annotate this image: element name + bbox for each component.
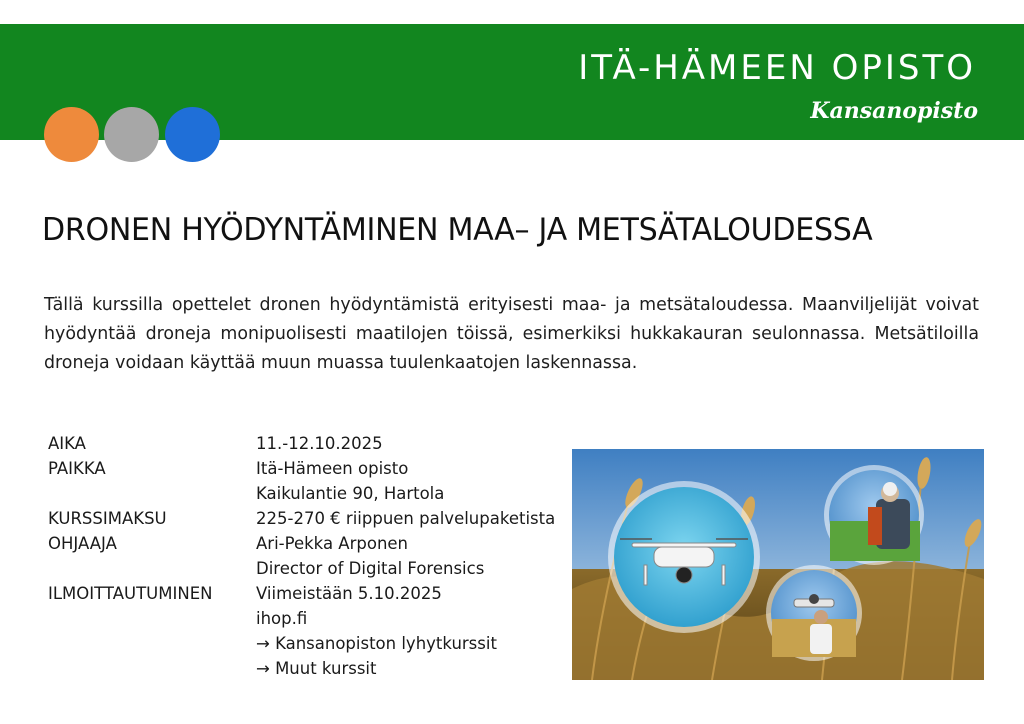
- detail-label: AIKA: [48, 434, 86, 453]
- detail-value: 11.-12.10.2025: [256, 434, 383, 453]
- detail-value: Viimeistään 5.10.2025: [256, 584, 442, 603]
- other-courses-link[interactable]: → Muut kurssit: [256, 659, 377, 678]
- blue-circle-decoration: [165, 107, 220, 162]
- detail-value: Director of Digital Forensics: [256, 559, 485, 578]
- orange-circle-decoration: [44, 107, 99, 162]
- short-courses-link[interactable]: → Kansanopiston lyhytkurssit: [256, 634, 497, 653]
- detail-label: KURSSIMAKSU: [48, 509, 167, 528]
- course-intro: Tällä kurssilla opettelet dronen hyödyntämistä erityisesti maa- ja metsätaloudessa. Maanviljelijät voivat hyödyntää droneja monipuolisesti maatilojen töissä, esimerkiksi hukkakauran seulonnassa. Metsätiloilla droneja voidaan käyttää muun muassa tuulenkaatojen laskennassa.: [44, 295, 979, 373]
- detail-value: Kaikulantie 90, Hartola: [256, 484, 445, 503]
- detail-label: OHJAAJA: [48, 534, 117, 553]
- course-title: DRONEN HYÖDYNTÄMINEN MAA– JA METSÄTALOUDESSA: [42, 212, 873, 248]
- detail-label: PAIKKA: [48, 459, 106, 478]
- detail-label: ILMOITTAUTUMINEN: [48, 584, 213, 603]
- gray-circle-decoration: [104, 107, 159, 162]
- detail-value: 225-270 € riippuen palvelupaketista: [256, 509, 556, 528]
- wheat-field-drone-photo: [572, 449, 984, 680]
- detail-value: Ari-Pekka Arponen: [256, 534, 409, 553]
- detail-value: Itä-Hämeen opisto: [256, 459, 409, 478]
- org-name: ITÄ-HÄMEEN OPISTO: [578, 48, 976, 88]
- website-link[interactable]: ihop.fi: [256, 609, 308, 628]
- photo-illustration: [572, 449, 984, 680]
- org-subtitle: Kansanopisto: [810, 98, 978, 124]
